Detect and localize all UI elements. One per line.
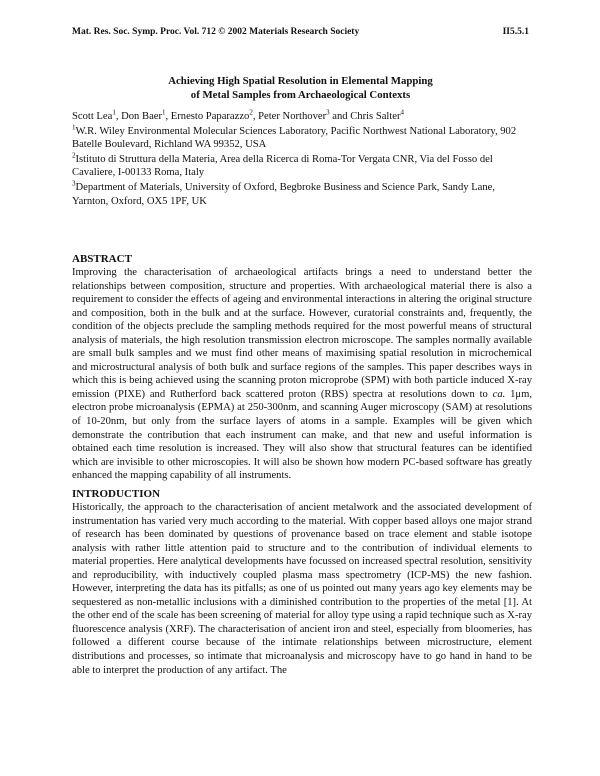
introduction-heading: INTRODUCTION (72, 488, 161, 500)
abstract-ca-italic: ca. (492, 388, 506, 400)
abstract-text-part-1: Improving the characterisation of archaeological artifacts brings a need to understand better the relationships between composition, structure and properties. With archaeological material there is also a requirement to consider the effects of ageing and environmental interactions in altering the original structure and composition, both in the bulk and at the surface. However, curatorial constraints and, frequently, the condition of the objects preclude the sampling methods required for the most powerful means of structural analysis of materials, the high resolution transmission electron microscope. The samples normally available are small bulk samples and we must find other means of maximising spatial resolution in microchemical and microstructural analysis of both bulk and surface regions of the samples. This paper describes ways in which this is being achieved using the scanning proton microprobe (SPM) with both particle induced X-ray emission (PIXE) and Rutherford back scattered proton (RBS) spectra at resolutions down to (72, 267, 532, 400)
affiliation-text: Istituto di Struttura della Materia, Area della Ricerca di Roma-Tor Vergata CNR, Via del Fosso del Cavaliere, I-00133 Roma, Italy (72, 153, 493, 179)
affiliation (72, 181, 532, 208)
affiliation-marker: 2 (249, 108, 253, 117)
author-name: Ernesto Paparazzo (170, 111, 250, 122)
affiliation (72, 125, 532, 152)
affiliation-marker: 1 (72, 123, 76, 132)
title-line-1: Achieving High Spatial Resolution in Elemental Mapping (168, 75, 433, 87)
author-list: Scott Lea$^1$, Don Baer$^1$, Ernesto Paparazzo$^2$, Peter Northover$^3$ and Chris Salter$^4$ (72, 108, 405, 122)
author-block (72, 110, 532, 209)
author-name: Peter Northover (258, 111, 327, 122)
author-name: Scott Lea (72, 111, 113, 122)
author-name: Chris Salter (350, 111, 401, 122)
introduction-body: Historically, the approach to the characterisation of ancient metalwork and the associated development of instrumentation has varied very much according to the material. With copper based alloys one major strand of research has been dominated by questions of provenance based on trace element and stable isotope analysis with rather little attention paid to structure and to the contribution of individual elements to material properties. Here analytical developments have focussed on increased spectral resolution, sensitivity and reproducibility, with inductively coupled plasma mass spectrometry (ICP-MS) the new fashion. However, interpreting the data has its pitfalls; as one of us pointed out many years ago key elements may be sequestered as non-metallic inclusions with a diminished contribution to the properties of the metal [1]. At the other end of the scale has been screening of material for alloy type using a rapid technique such as X-ray fluorescence analysis (XRF). The characterisation of ancient iron and steel, especially from bloomeries, has followed a different course because of the intimate relationships between microstructure, element distributions and processes, so intimate that microanalysis and microscopy have to go hand in hand to be able to interpret the production of any artifact. The (72, 502, 532, 676)
affiliation-marker: 3 (326, 108, 330, 117)
affiliation-text: W.R. Wiley Environmental Molecular Sciences Laboratory, Pacific Northwest National Laboratory, 902 Batelle Boulevard, Richland WA 99352, USA (72, 125, 517, 151)
paper-title (72, 74, 529, 102)
affiliation-text: Department of Materials, University of Oxford, Begbroke Business and Science Park, Sandy Lane, Yarnton, Oxford, OX5 1PF, UK (72, 181, 496, 207)
author-name: Don Baer (121, 111, 162, 122)
title-line-2: of Metal Samples from Archaeological Contexts (190, 89, 411, 101)
abstract-section (72, 252, 532, 483)
abstract-heading: ABSTRACT (72, 253, 132, 265)
abstract-body (72, 266, 532, 483)
paper-id: II5.5.1 (502, 27, 529, 37)
affiliation (72, 153, 532, 180)
affiliation-marker: 1 (112, 108, 116, 117)
abstract-text-part-2: 1μm, electron probe microanalysis (EPMA) at 250-300nm, and scanning Auger microscopy (SAM) at resolutions of 10-20nm, but only from the surface layers of atoms in a sample. Examples will be given which demonstrate the contribution that each instrument can make, and that new and useful information is obtained each time resolution is increased. They will also show that structural features can be identified which are invisible to other microscopies. It will also be shown how modern PC-based software has greatly enhanced the mapping capability of all instruments. (72, 388, 532, 482)
running-header (72, 27, 529, 41)
journal-citation: Mat. Res. Soc. Symp. Proc. Vol. 712 © 2002 Materials Research Society (72, 27, 360, 37)
affiliation-marker: 1 (162, 108, 166, 117)
affiliation-marker: 2 (72, 151, 76, 160)
affiliation-marker: 4 (400, 108, 405, 117)
author-conjunction: and (332, 111, 348, 122)
introduction-section (72, 487, 532, 677)
affiliation-marker: 3 (72, 179, 76, 188)
